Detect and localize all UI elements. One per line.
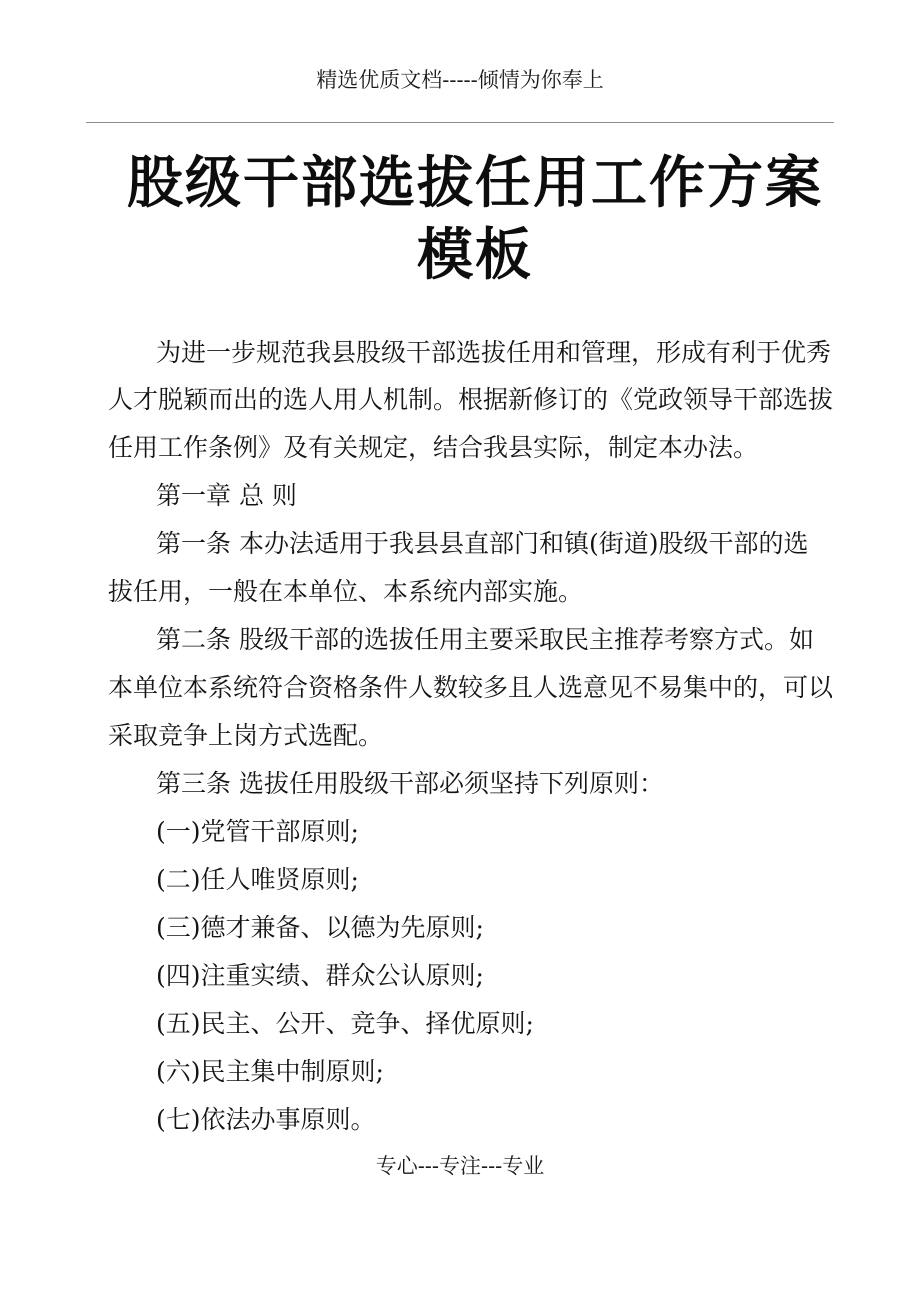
principle-item: (二)任人唯贤原则; [156, 865, 359, 894]
page-header: 精选优质文档-----倾情为你奉上 [316, 68, 604, 92]
body-line: 采取竞争上岗方式选配。 [108, 721, 384, 750]
principle-item: (一)党管干部原则; [156, 817, 359, 846]
principle-item: (五)民主、公开、竞争、择优原则; [156, 1009, 534, 1038]
page-footer: 专心---专注---专业 [375, 1154, 545, 1178]
body-line: 第一条 本办法适用于我县县直部门和镇(街道)股级干部的选 [156, 529, 809, 558]
principle-item: (三)德才兼备、以德为先原则; [156, 913, 484, 942]
body-line: 为进一步规范我县股级干部选拔任用和管理，形成有利于优秀 [156, 338, 832, 367]
chapter-heading: 第一章 总 则 [156, 481, 297, 510]
body-line: 本单位本系统符合资格条件人数较多且人选意见不易集中的，可以 [108, 673, 834, 702]
title-line-2: 模板 [417, 223, 533, 288]
body-line: 第二条 股级干部的选拔任用主要采取民主推荐考察方式。如 [156, 625, 814, 654]
body-line: 第三条 选拔任用股级干部必须坚持下列原则： [156, 769, 664, 798]
title-line-1: 股级干部选拔任用工作方案 [127, 151, 823, 216]
body-line: 拔任用，一般在本单位、本系统内部实施。 [108, 577, 584, 606]
principle-item: (六)民主集中制原则; [156, 1057, 384, 1086]
document-title [100, 148, 850, 292]
header-divider [86, 122, 834, 123]
principle-item: (七)依法办事原则。 [156, 1105, 376, 1134]
principle-item: (四)注重实绩、群众公认原则; [156, 961, 484, 990]
body-line: 人才脱颖而出的选人用人机制。根据新修订的《党政领导干部选拔 [108, 385, 834, 414]
body-line: 任用工作条例》及有关规定，结合我县实际，制定本办法。 [108, 433, 759, 462]
